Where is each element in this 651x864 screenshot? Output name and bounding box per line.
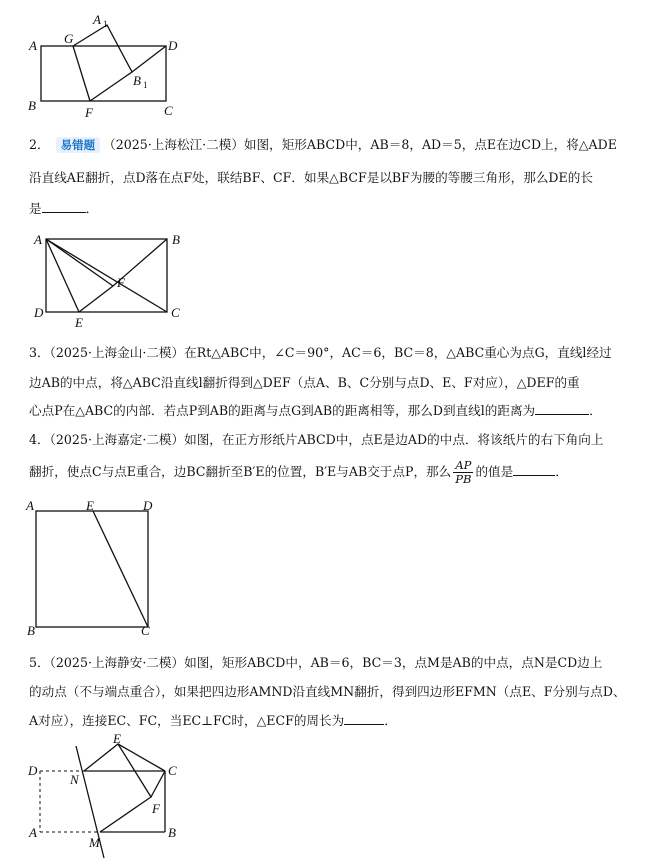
q2-line-2: 沿直线AE翻折，点D落在点F处，联结BF、CF．如果△BCF是以BF为腰的等腰三角形，那么DE的长 <box>29 170 593 185</box>
fig2-label-a: A <box>34 232 42 247</box>
q5-line-1: 5．（2025·上海静安·二模）如图，矩形ABCD中，AB＝6，BC＝3，点M是AB的中点，点N是CD边上 <box>29 655 603 670</box>
fig2-label-d: D <box>34 305 44 320</box>
fig1-label-g: G <box>64 31 74 46</box>
fig1-label-a: A <box>29 38 37 53</box>
q4-line-2 <box>29 458 568 486</box>
fig4-label-e: E <box>86 498 94 513</box>
figure-2-rectangle-fold <box>0 225 200 335</box>
fig2-diagonal-ac <box>46 239 167 312</box>
q3-line-1: 3．（2025·上海金山·二模）在Rt△ABC中，∠C＝90°，AC＝6，BC＝8，△ABC重心为点G，直线l经过 <box>29 345 612 360</box>
fig4-label-d: D <box>143 498 153 513</box>
q2-text-1: （2025·上海松江·二模）如图，矩形ABCD中，AB＝8，AD＝5，点E在边CD上，将△ADE <box>103 137 617 152</box>
fig5-label-n: N <box>70 772 79 787</box>
q4-text-2a: 翻折，使点C与点E重合，边BC翻折至B′E的位置，B′E与AB交于点P，那么 <box>29 464 452 479</box>
fig1-label-d: D <box>168 38 178 53</box>
fig4-label-c: C <box>141 623 150 638</box>
q5-text-3: A对应），连接EC、FC，当EC⊥FC时，△ECF的周长为 <box>29 713 345 728</box>
fig5-line-ec <box>118 744 165 771</box>
fig1-label-a1-sub: 1 <box>103 19 108 29</box>
q3-answer-blank[interactable] <box>535 403 589 415</box>
q4-fraction-numerator: AP <box>453 459 473 473</box>
q3-line-3 <box>29 403 602 419</box>
fig5-label-d: D <box>28 763 38 778</box>
q3-text-3-end: ． <box>589 403 602 418</box>
q5-answer-blank[interactable] <box>344 713 384 725</box>
fig1-label-c: C <box>164 103 173 118</box>
fig4-label-a: A <box>26 498 34 513</box>
fig5-label-b: B <box>168 825 176 840</box>
q2-line-3 <box>29 201 98 217</box>
fig2-label-b: B <box>172 232 180 247</box>
fig4-line-ec <box>93 511 148 627</box>
q3-line-2: 边AB的中点，将△ABC沿直线l翻折得到△DEF（点A、B、C分别与点D、E、F对应），△DEF的重 <box>29 375 580 390</box>
q2-text-3-end: ． <box>85 201 99 216</box>
fig5-line-fc <box>151 771 165 797</box>
fig1-label-b1-sub: 1 <box>143 80 148 90</box>
fig1-fold-line-gf <box>73 46 90 101</box>
q4-fraction-ap-pb <box>453 459 473 486</box>
q5-line-2: 的动点（不与端点重合），如果把四边形AMND沿直线MN翻折，得到四边形EFMN（点E、F分别与点D、 <box>29 684 626 699</box>
fig2-label-c: C <box>171 305 180 320</box>
fig4-square-abcd <box>36 511 148 627</box>
fig1-label-a1: A <box>93 12 101 27</box>
figure-5-quadrilateral-fold <box>0 730 200 864</box>
q5-line-3 <box>29 713 397 729</box>
q2-number: 2． <box>29 137 50 152</box>
fig1-line-b1d <box>132 46 166 72</box>
fig4-label-b: B <box>27 623 35 638</box>
q3-text-3: 心点P在△ABC的内部．若点P到AB的距离与点G到AB的距离相等，那么D到直线l的距离为 <box>29 403 536 418</box>
q4-text-2-end: ． <box>555 464 568 479</box>
figure-4-square-fold <box>0 495 200 640</box>
fig1-folded-flap <box>73 25 132 101</box>
fig5-label-m: M <box>89 835 100 850</box>
fig5-label-c: C <box>168 763 177 778</box>
fig2-line-ef <box>79 286 113 312</box>
q5-text-3-end: ． <box>384 713 397 728</box>
fig2-label-e: E <box>75 315 83 330</box>
q4-answer-blank[interactable] <box>513 464 555 476</box>
q4-fraction-denominator: PB <box>455 472 472 486</box>
figure-1-rectangle-fold <box>0 0 200 125</box>
fig5-label-e: E <box>113 731 121 746</box>
fig5-label-f: F <box>152 801 160 816</box>
q4-text-2b: 的值是 <box>475 464 514 479</box>
fig1-rectangle-abcd <box>41 46 166 101</box>
fig5-label-a: A <box>29 825 37 840</box>
fig1-label-b1: B <box>133 73 141 88</box>
q4-line-1: 4．（2025·上海嘉定·二模）如图，在正方形纸片ABCD中，点E是边AD的中点．将该纸片的右下角向上 <box>29 432 604 447</box>
q2-line-1 <box>29 137 617 153</box>
q2-error-prone-badge: 易错题 <box>56 137 101 153</box>
fig2-label-f: F <box>117 275 125 290</box>
fig1-label-f: F <box>85 105 93 120</box>
q2-text-3: 是 <box>29 201 42 216</box>
q2-answer-blank[interactable] <box>42 201 86 213</box>
fig1-label-b: B <box>28 98 36 113</box>
